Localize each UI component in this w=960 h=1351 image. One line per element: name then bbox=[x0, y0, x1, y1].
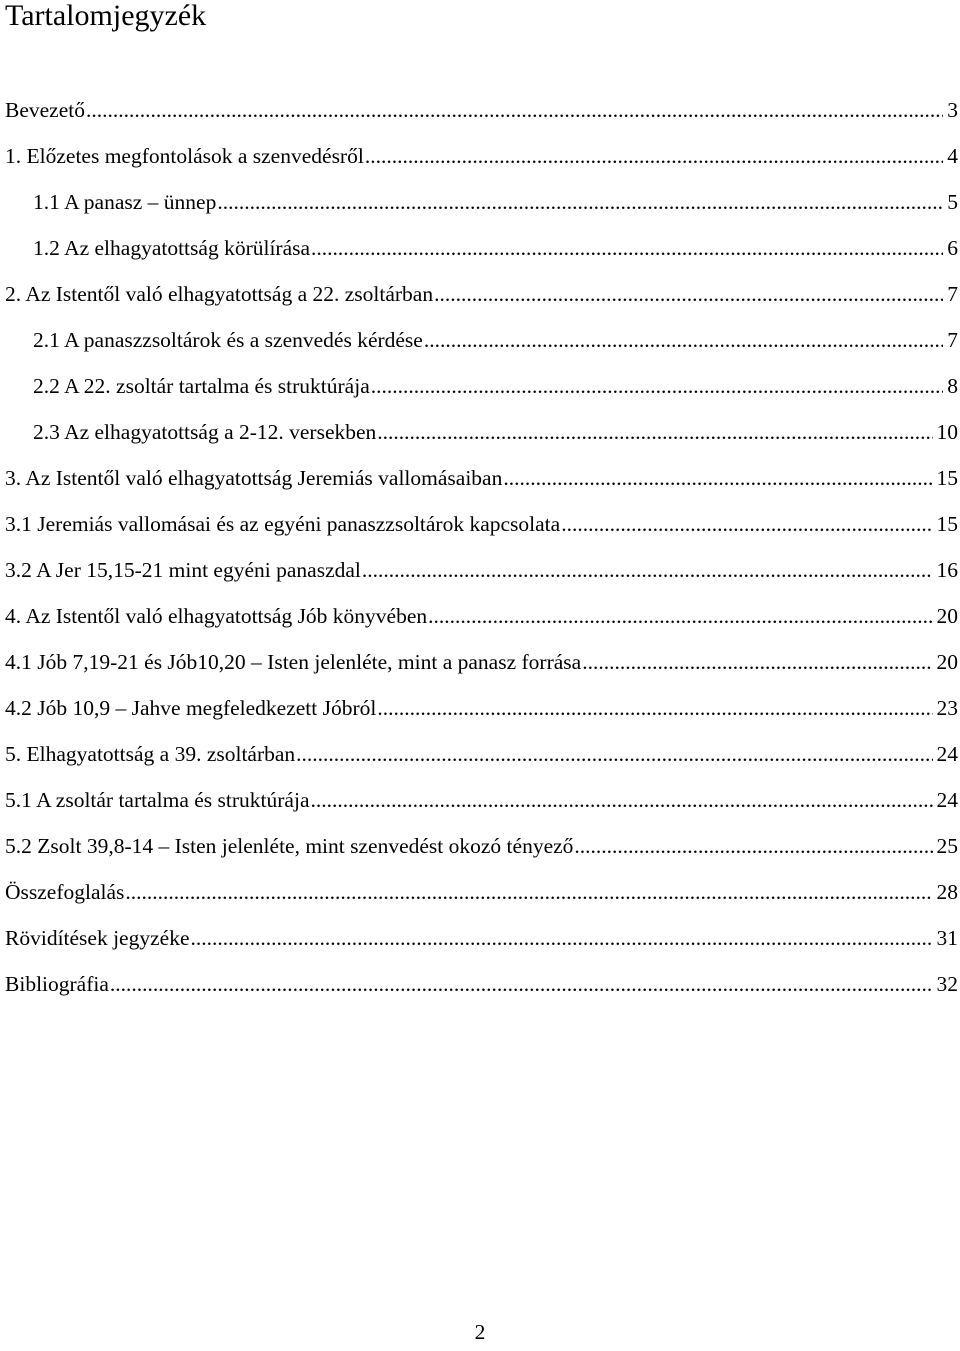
toc-dot-leader bbox=[311, 777, 933, 823]
toc-entry-page: 23 bbox=[936, 696, 958, 720]
page-number: 2 bbox=[474, 1320, 486, 1344]
toc-entry[interactable] bbox=[5, 271, 958, 317]
toc-entry-title: 1.1 A panasz – ünnep bbox=[33, 190, 217, 214]
toc-entry-title: Összefoglalás bbox=[5, 880, 125, 904]
toc-entry-page: 31 bbox=[936, 926, 958, 950]
toc-dot-leader bbox=[217, 179, 943, 225]
toc-entry-title: 5. Elhagyatottság a 39. zsoltárban bbox=[5, 742, 296, 766]
toc-entry-title: 3.1 Jeremiás vallomásai és az egyéni panaszzsoltárok kapcsolata bbox=[5, 512, 561, 536]
toc-entry-title: 5.2 Zsolt 39,8-14 – Isten jelenléte, mint szenvedést okozó tényező bbox=[5, 834, 574, 858]
toc-entry-page: 15 bbox=[936, 512, 958, 536]
toc-entry[interactable] bbox=[5, 363, 958, 409]
toc-dot-leader bbox=[582, 639, 932, 685]
toc-entry-page: 20 bbox=[936, 650, 958, 674]
toc-entry-page: 25 bbox=[936, 834, 958, 858]
toc-entry-title: 4.1 Jób 7,19-21 és Jób10,20 – Isten jelenléte, mint a panasz forrása bbox=[5, 650, 582, 674]
toc-dot-leader bbox=[125, 869, 932, 915]
toc-entry-title: 2.2 A 22. zsoltár tartalma és struktúrája bbox=[33, 374, 370, 398]
toc-entry-page: 3 bbox=[947, 98, 958, 122]
toc-dot-leader bbox=[561, 501, 932, 547]
toc-entry-title: Bevezető bbox=[5, 98, 85, 122]
toc-entry-title: Bibliográfia bbox=[5, 972, 109, 996]
toc-entry-title: 4. Az Istentől való elhagyatottság Jób könyvében bbox=[5, 604, 428, 628]
toc-entry[interactable] bbox=[5, 869, 958, 915]
toc-entry-title: 3.2 A Jer 15,15-21 mint egyéni panaszdal bbox=[5, 558, 361, 582]
toc-entry-title: 4.2 Jób 10,9 – Jahve megfeledkezett Jóbról bbox=[5, 696, 377, 720]
toc-entry-page: 4 bbox=[947, 144, 958, 168]
toc-entry[interactable] bbox=[5, 915, 958, 961]
toc-entry-page: 15 bbox=[936, 466, 958, 490]
toc-entry-page: 10 bbox=[936, 420, 958, 444]
toc-dot-leader bbox=[362, 547, 933, 593]
toc-entry-title: 1. Előzetes megfontolások a szenvedésről bbox=[5, 144, 364, 168]
toc-entry-page: 6 bbox=[947, 236, 958, 260]
toc-entry[interactable] bbox=[5, 639, 958, 685]
toc-dot-leader bbox=[365, 133, 943, 179]
toc-entry-page: 24 bbox=[936, 788, 958, 812]
toc-entry[interactable] bbox=[5, 501, 958, 547]
toc-entry[interactable] bbox=[5, 317, 958, 363]
toc-entry[interactable] bbox=[5, 225, 958, 271]
toc-entry-title: 2.1 A panaszzsoltárok és a szenvedés kérdése bbox=[33, 328, 423, 352]
toc-dot-leader bbox=[311, 225, 943, 271]
toc-dot-leader bbox=[86, 87, 943, 133]
toc-entry[interactable] bbox=[5, 961, 958, 1007]
toc-dot-leader bbox=[503, 455, 932, 501]
page-title: Tartalomjegyzék bbox=[5, 0, 207, 32]
toc-entry[interactable] bbox=[5, 547, 958, 593]
toc-dot-leader bbox=[434, 271, 943, 317]
toc-entry[interactable] bbox=[5, 87, 958, 133]
toc-entry[interactable] bbox=[5, 731, 958, 777]
toc-entry-page: 28 bbox=[936, 880, 958, 904]
toc-entry-title: 5.1 A zsoltár tartalma és struktúrája bbox=[5, 788, 310, 812]
toc-entry[interactable] bbox=[5, 685, 958, 731]
toc-dot-leader bbox=[428, 593, 932, 639]
table-of-contents bbox=[5, 87, 958, 1007]
toc-entry-title: 2. Az Istentől való elhagyatottság a 22. zsoltárban bbox=[5, 282, 434, 306]
toc-entry-title: 3. Az Istentől való elhagyatottság Jeremiás vallomásaiban bbox=[5, 466, 503, 490]
toc-entry-page: 7 bbox=[947, 328, 958, 352]
toc-entry-page: 7 bbox=[947, 282, 958, 306]
toc-entry[interactable] bbox=[5, 455, 958, 501]
toc-dot-leader bbox=[190, 915, 932, 961]
toc-dot-leader bbox=[574, 823, 932, 869]
toc-entry-page: 20 bbox=[936, 604, 958, 628]
toc-dot-leader bbox=[377, 409, 932, 455]
toc-entry[interactable] bbox=[5, 179, 958, 225]
toc-entry-page: 8 bbox=[947, 374, 958, 398]
toc-entry[interactable] bbox=[5, 133, 958, 179]
toc-entry-page: 16 bbox=[936, 558, 958, 582]
toc-entry-page: 24 bbox=[936, 742, 958, 766]
toc-entry-title: 1.2 Az elhagyatottság körülírása bbox=[33, 236, 311, 260]
toc-dot-leader bbox=[371, 363, 944, 409]
toc-entry[interactable] bbox=[5, 593, 958, 639]
toc-entry[interactable] bbox=[5, 409, 958, 455]
toc-entry-page: 32 bbox=[936, 972, 958, 996]
toc-entry-title: 2.3 Az elhagyatottság a 2-12. versekben bbox=[33, 420, 377, 444]
toc-entry[interactable] bbox=[5, 823, 958, 869]
toc-entry-page: 5 bbox=[947, 190, 958, 214]
toc-dot-leader bbox=[377, 685, 932, 731]
toc-dot-leader bbox=[296, 731, 932, 777]
toc-entry[interactable] bbox=[5, 777, 958, 823]
toc-entry-title: Rövidítések jegyzéke bbox=[5, 926, 190, 950]
toc-dot-leader bbox=[110, 961, 933, 1007]
toc-dot-leader bbox=[424, 317, 943, 363]
